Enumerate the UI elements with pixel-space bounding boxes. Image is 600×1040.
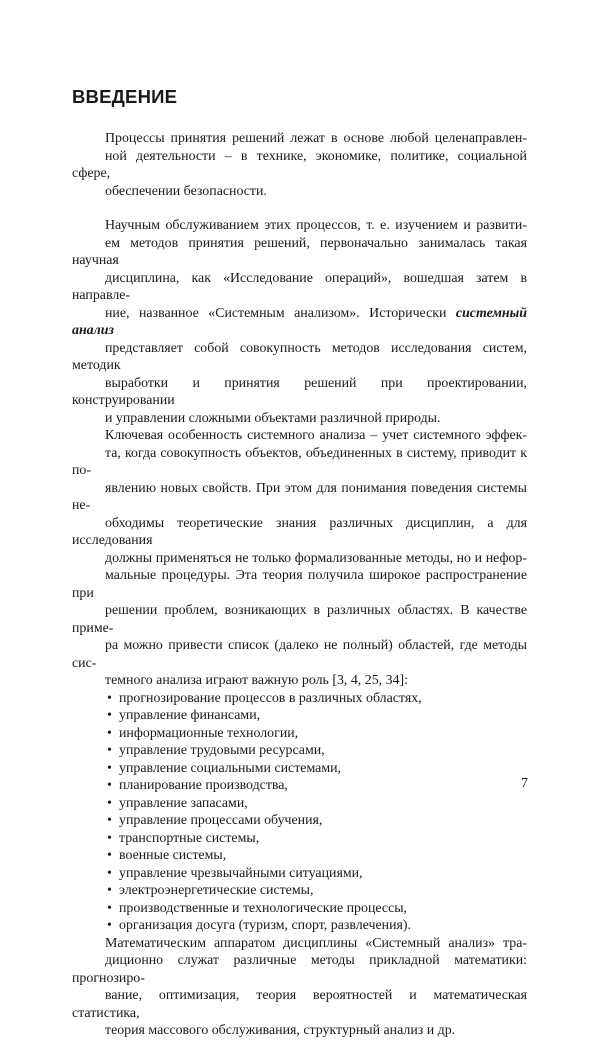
text-line: мальные процедуры. Эта теория получила широкое распространение при xyxy=(72,568,527,601)
body-text xyxy=(72,130,527,1040)
text-line: диционно служат различные методы прикладной математики: прогнозиро- xyxy=(72,953,527,986)
text-line xyxy=(72,305,527,340)
paragraph-1 xyxy=(72,130,527,200)
paragraph-gap xyxy=(72,200,527,217)
paragraph-2 xyxy=(72,217,527,427)
text-line: дисциплина, как «Исследование операций», вошедшая затем в направле- xyxy=(72,270,527,303)
page-number: 7 xyxy=(521,776,528,791)
text-line-part: ние, названное «Системным анализом». Исторически xyxy=(105,305,456,321)
list-item: • организация досуга (туризм, спорт, развлечения). xyxy=(107,917,527,935)
list-item: • управление запасами, xyxy=(107,795,527,813)
list-item: • производственные и технологические процессы, xyxy=(107,900,527,918)
list-item: • управление чрезвычайными ситуациями, xyxy=(107,865,527,883)
text-line: Научным обслуживанием этих процессов, т. е. изучением и развити- xyxy=(105,218,527,233)
list-item: • управление социальными системами, xyxy=(107,760,527,778)
list-item: • военные системы, xyxy=(107,847,527,865)
text-line: теория массового обслуживания, структурный анализ и др. xyxy=(105,1023,456,1038)
text-line: темного анализа играют важную роль [3, 4, 25, 34]: xyxy=(105,673,408,688)
text-line: Математическим аппаратом дисциплины «Системный анализ» тра- xyxy=(105,935,527,951)
list-item: • управление процессами обучения, xyxy=(107,812,527,830)
bullet-list xyxy=(72,690,527,935)
list-item: • прогнозирование процессов в различных областях, xyxy=(107,690,527,708)
text-line: ем методов принятия решений, первоначально занималась такая научная xyxy=(72,235,527,268)
list-item: • транспортные системы, xyxy=(107,830,527,848)
text-line: явлению новых свойств. При этом для понимания поведения системы не- xyxy=(72,480,527,513)
list-item: • электроэнергетические системы, xyxy=(107,882,527,900)
list-item: • информационные технологии, xyxy=(107,725,527,743)
key-term: системный анализ xyxy=(72,305,527,338)
list-item: • управление финансами, xyxy=(107,707,527,725)
text-line: представляет собой совокупность методов исследования систем, методик xyxy=(72,340,527,373)
text-line: Процессы принятия решений лежат в основе любой целенаправлен- xyxy=(105,131,527,146)
text-line: обходимы теоретические знания различных дисциплин, а для исследования xyxy=(72,515,527,548)
text-line: решении проблем, возникающих в различных областях. В качестве приме- xyxy=(72,603,527,636)
text-line: должны применяться не только формализованные методы, но и нефор- xyxy=(105,550,527,566)
text-line: обеспечении безопасности. xyxy=(105,183,267,199)
list-item: • планирование производства, xyxy=(107,777,527,795)
text-line: выработки и принятия решений при проектировании, конструировании xyxy=(72,375,527,408)
paragraph-3 xyxy=(72,427,527,690)
text-line: и управлении сложными объектами различной природы. xyxy=(105,410,441,426)
text-line: вание, оптимизация, теория вероятностей и математическая статистика, xyxy=(72,988,527,1021)
text-line: ра можно привести список (далеко не полный) областей, где методы сис- xyxy=(72,638,527,671)
list-item: • управление трудовыми ресурсами, xyxy=(107,742,527,760)
text-line: ной деятельности – в технике, экономике, политике, социальной сфере, xyxy=(72,148,527,181)
section-heading: ВВЕДЕНИЕ xyxy=(72,86,178,107)
text-line: Ключевая особенность системного анализа – учет системного эффек- xyxy=(105,428,527,443)
text-line: та, когда совокупность объектов, объединенных в систему, приводит к по- xyxy=(72,445,527,478)
paragraph-4 xyxy=(72,935,527,1040)
